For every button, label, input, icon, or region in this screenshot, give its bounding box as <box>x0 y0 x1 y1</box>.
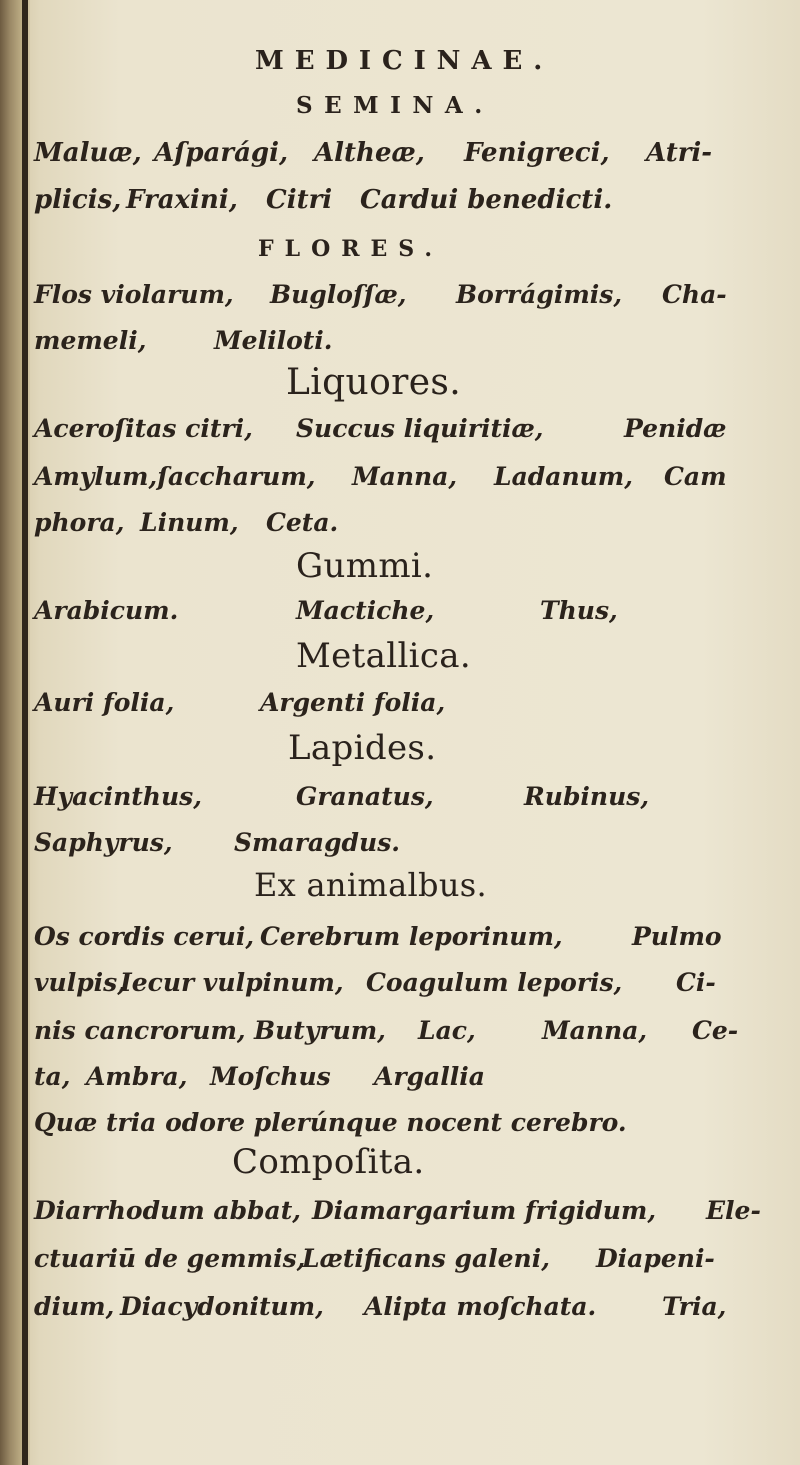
text-word: Citri <box>266 185 333 215</box>
text-word: Tria, <box>662 1292 727 1321</box>
text-word: Altheæ, <box>314 138 425 168</box>
text-word: Cha- <box>662 280 727 309</box>
text-word: Manna, <box>542 1016 648 1045</box>
text-word: Coagulum leporis, <box>366 968 623 997</box>
binding-edge <box>22 0 28 1465</box>
text-word: Moſchus <box>210 1062 331 1091</box>
text-word: Borrágimis, <box>456 280 623 309</box>
text-word: plicis, <box>34 185 122 215</box>
text-word: Lac, <box>418 1016 476 1045</box>
text-word: Argenti folia, <box>260 688 446 717</box>
text-word: Ambra, <box>86 1062 188 1091</box>
text-word: Linum, <box>140 508 239 537</box>
text-word: Mactiche, <box>296 596 435 625</box>
text-word: Ce- <box>692 1016 739 1045</box>
text-word: dium, <box>34 1292 115 1321</box>
text-word: Diacydonitum, <box>120 1292 324 1321</box>
text-word: Os cordis cerui, <box>34 922 255 951</box>
text-word: Quæ tria odore plerúnque nocent cerebro. <box>34 1108 627 1137</box>
text-word: Ladanum, <box>494 462 633 491</box>
section-heading-lapides: Lapides. <box>288 728 437 768</box>
page-title: MEDICINAE. <box>255 46 554 76</box>
text-word: Granatus, <box>296 782 434 811</box>
section-heading-flores: FLORES. <box>258 236 444 262</box>
text-word: Amylum,ſaccharum, <box>34 462 316 491</box>
text-word: Cam <box>664 462 727 491</box>
text-word: Rubinus, <box>524 782 650 811</box>
section-heading-composita: Compoſita. <box>232 1142 425 1182</box>
text-word: Atri- <box>646 138 713 168</box>
text-word: Saphyrus, <box>34 828 173 857</box>
section-heading-ex-animalbus: Ex animalbus. <box>254 866 488 904</box>
text-word: Argallia <box>374 1062 485 1091</box>
section-heading-semina: SEMINA. <box>296 92 494 119</box>
text-word: Manna, <box>352 462 458 491</box>
text-word: memeli, <box>34 326 147 355</box>
text-word: ctuariū de gemmis, <box>34 1244 306 1273</box>
text-word: Diarrhodum abbat, <box>34 1196 301 1225</box>
text-word: nis cancrorum, <box>34 1016 246 1045</box>
text-word: Auri folia, <box>34 688 175 717</box>
section-heading-liquores: Liquores. <box>286 362 461 403</box>
text-word: Cardui benedicti. <box>360 185 613 215</box>
text-word: Aceroſitas citri, <box>34 414 253 443</box>
text-word: Succus liquiritiæ, <box>296 414 544 443</box>
text-word: Hyacinthus, <box>34 782 202 811</box>
text-word: Arabicum. <box>34 596 179 625</box>
text-word: vulpis, <box>34 968 126 997</box>
text-word: Thus, <box>540 596 618 625</box>
text-word: Iecur vulpinum, <box>120 968 344 997</box>
text-word: Penidæ <box>624 414 727 443</box>
section-heading-metallica: Metallica. <box>296 636 472 676</box>
text-word: Ele- <box>706 1196 761 1225</box>
text-word: Cerebrum leporinum, <box>260 922 563 951</box>
text-word: Ceta. <box>266 508 339 537</box>
text-word: Diapeni- <box>596 1244 715 1273</box>
text-word: ta, <box>34 1062 71 1091</box>
text-word: Lætificans galeni, <box>302 1244 550 1273</box>
text-word: Bugloſſæ, <box>270 280 407 309</box>
text-word: Aſparági, <box>154 138 289 168</box>
text-word: Flos violarum, <box>34 280 234 309</box>
text-word: Pulmo <box>632 922 722 951</box>
text-word: Meliloti. <box>214 326 333 355</box>
text-word: Fenigreci, <box>464 138 610 168</box>
text-word: Fraxini, <box>126 185 238 215</box>
text-word: Smaragdus. <box>234 828 400 857</box>
text-word: Ci- <box>676 968 716 997</box>
section-heading-gummi: Gummi. <box>296 546 434 586</box>
text-word: Alipta moſchata. <box>364 1292 597 1321</box>
text-word: Butyrum, <box>254 1016 386 1045</box>
text-word: Maluæ, <box>34 138 142 168</box>
text-word: phora, <box>34 508 125 537</box>
text-word: Diamargarium frigidum, <box>312 1196 657 1225</box>
